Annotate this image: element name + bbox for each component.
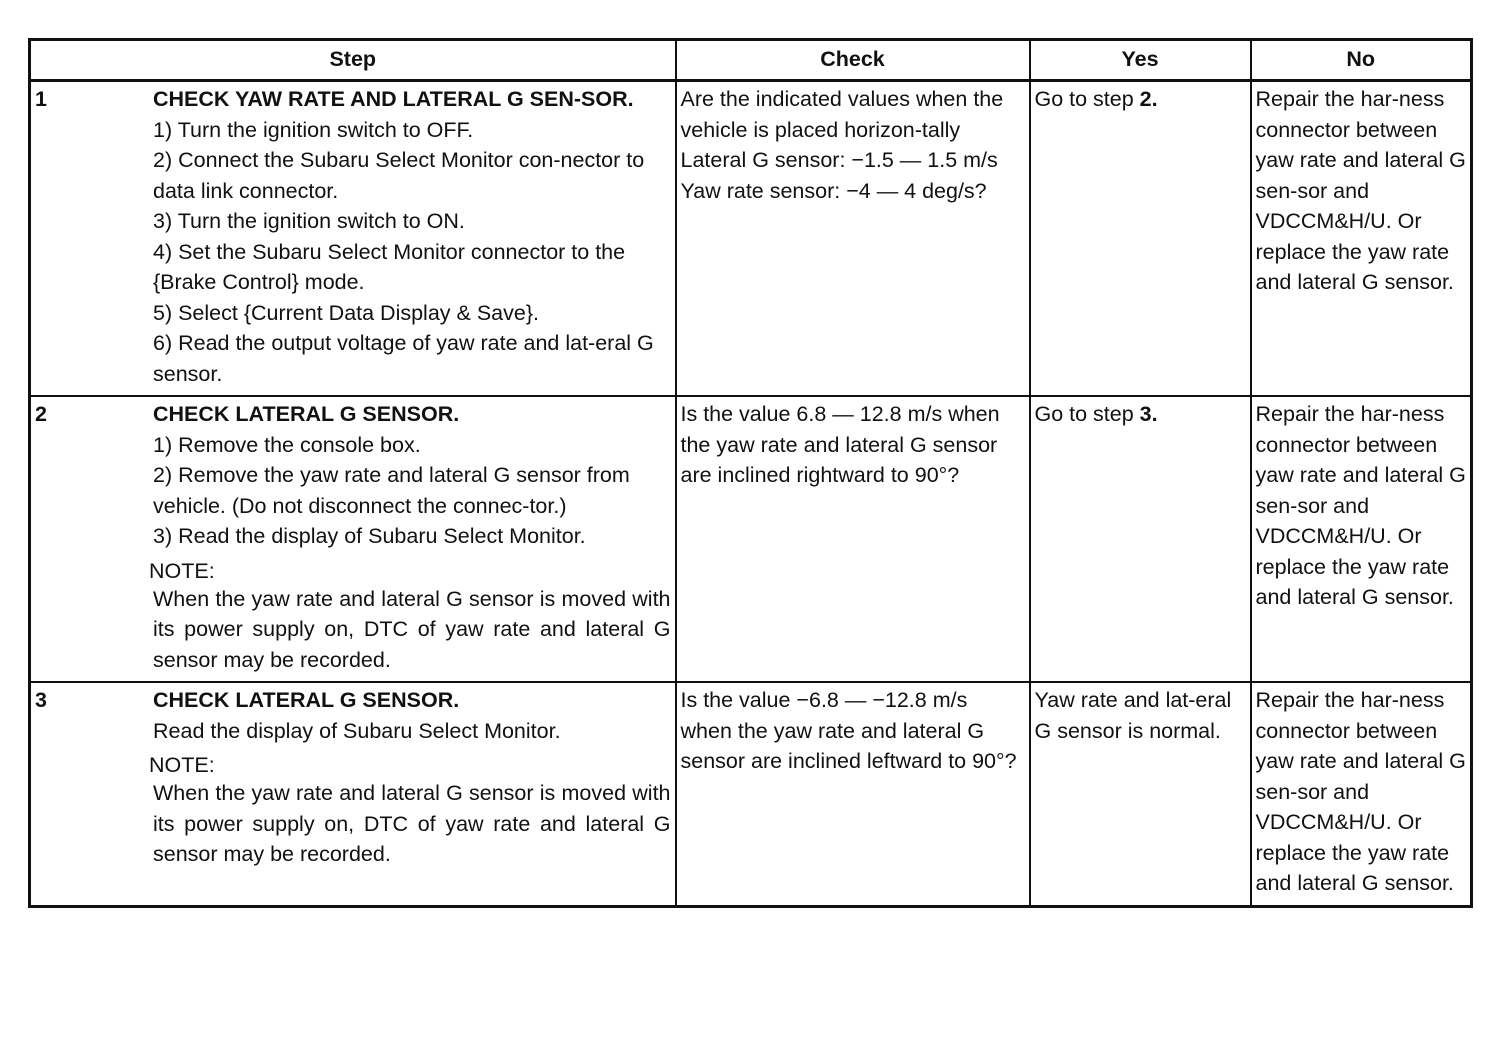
- yes-cell: [1030, 81, 1251, 397]
- table-row: [30, 682, 1472, 906]
- note-text: When the yaw rate and lateral G sensor is moved with its power supply on, DTC of yaw rate and lateral G sensor may be recorded.: [153, 586, 671, 672]
- substep: 2) Remove the yaw rate and lateral G sensor from vehicle. (Do not disconnect the connec-tor.): [153, 463, 630, 518]
- substep: 1) Remove the console box.: [153, 432, 421, 457]
- substep: 6) Read the output voltage of yaw rate and lat-eral G sensor.: [153, 331, 654, 386]
- step-ref: 2.: [1139, 87, 1158, 111]
- check-cell: Is the value 6.8 — 12.8 m/s when the yaw rate and lateral G sensor are inclined rightward to 90°?: [676, 396, 1030, 682]
- no-cell: Repair the har-ness connector between yaw rate and lateral G sen-sor and VDCCM&H/U. Or replace the yaw rate and lateral G sensor.: [1251, 682, 1472, 906]
- substep: 4) Set the Subaru Select Monitor connector to the {Brake Control} mode.: [153, 239, 626, 294]
- step-number: 2: [35, 402, 47, 426]
- step-title: CHECK LATERAL G SENSOR.: [153, 402, 460, 426]
- note-label: NOTE:: [149, 753, 215, 777]
- table-row: [30, 81, 1472, 397]
- note-text: When the yaw rate and lateral G sensor is moved with its power supply on, DTC of yaw rate and lateral G sensor may be recorded.: [153, 781, 671, 866]
- step-number: 1: [35, 87, 47, 111]
- check-cell: Is the value −6.8 — −12.8 m/s when the yaw rate and lateral G sensor are inclined leftward to 90°?: [676, 682, 1030, 906]
- no-cell: Repair the har-ness connector between yaw rate and lateral G sen-sor and VDCCM&H/U. Or replace the yaw rate and lateral G sensor.: [1251, 81, 1472, 397]
- header-no: No: [1251, 40, 1472, 81]
- step-cell: [30, 81, 676, 397]
- substep: 5) Select {Current Data Display & Save}.: [153, 300, 539, 325]
- table-row: [30, 396, 1472, 682]
- header-row: [30, 40, 1472, 81]
- header-yes: Yes: [1030, 40, 1251, 81]
- header-check: Check: [676, 40, 1030, 81]
- yes-cell: Yaw rate and lat-eral G sensor is normal.: [1030, 682, 1251, 906]
- check-cell: Are the indicated values when the vehicle is placed horizon-tally Lateral G sensor: −1.5 — 1.5 m/s Yaw rate sensor: −4 — 4 deg/s?: [676, 81, 1030, 397]
- substep: 3) Read the display of Subaru Select Monitor.: [153, 524, 586, 548]
- diagnostic-table: [28, 38, 1473, 908]
- yes-text: Go to step: [1034, 87, 1140, 111]
- step-title: CHECK LATERAL G SENSOR.: [153, 688, 460, 712]
- yes-cell: [1030, 396, 1251, 682]
- substep: 2) Connect the Subaru Select Monitor con-nector to data link connector.: [153, 148, 645, 203]
- substep: 1) Turn the ignition switch to OFF.: [153, 117, 474, 142]
- step-cell: [30, 396, 676, 682]
- step-number: 3: [35, 688, 47, 712]
- substep: 3) Turn the ignition switch to ON.: [153, 209, 465, 233]
- step-cell: [30, 682, 676, 906]
- header-step: Step: [30, 40, 676, 81]
- substep: Read the display of Subaru Select Monitor.: [153, 718, 561, 743]
- note-label: NOTE:: [149, 558, 215, 583]
- step-ref: 3.: [1139, 402, 1158, 426]
- step-title: CHECK YAW RATE AND LATERAL G SEN-SOR.: [153, 87, 634, 111]
- yes-text: Go to step: [1034, 402, 1140, 426]
- no-cell: Repair the har-ness connector between yaw rate and lateral G sen-sor and VDCCM&H/U. Or replace the yaw rate and lateral G sensor.: [1251, 396, 1472, 682]
